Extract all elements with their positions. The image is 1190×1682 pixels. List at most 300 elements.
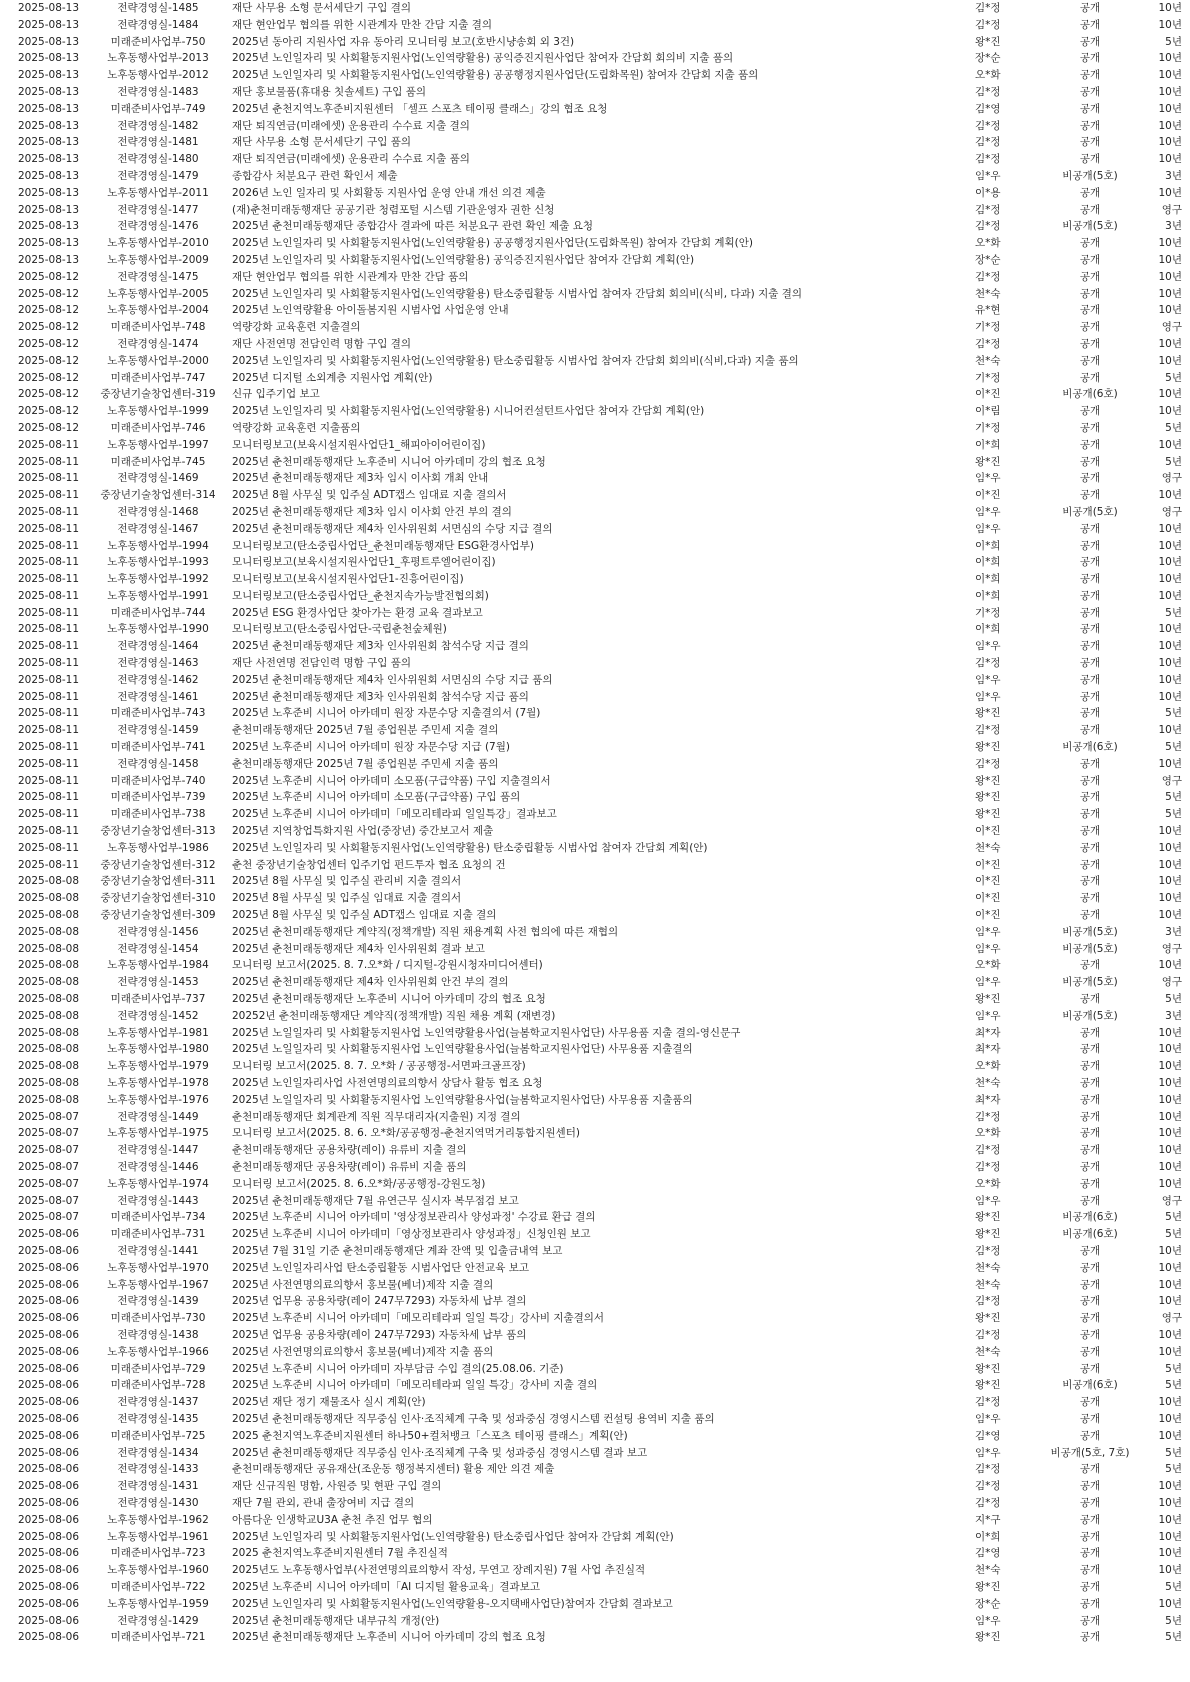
retention-cell: 10년 (1158, 119, 1182, 132)
table-row (0, 1008, 1190, 1025)
date-cell: 2025-08-06 (18, 1244, 80, 1257)
date-cell: 2025-08-13 (18, 18, 80, 31)
author-cell: 이*진 (975, 825, 1001, 838)
table-row (0, 302, 1190, 319)
title-cell: 2025년 춘천미래동행재단 제3차 임시 이사회 안건 부의 결의 (232, 505, 512, 518)
author-cell: 김*정 (975, 2, 1001, 14)
date-cell: 2025-08-11 (18, 505, 80, 518)
table-row (0, 0, 1190, 17)
date-cell: 2025-08-12 (18, 287, 80, 300)
table-row (0, 1193, 1190, 1210)
author-cell: 임*우 (975, 1614, 1001, 1627)
retention-cell: 10년 (1158, 270, 1182, 283)
doc-number-cell: 노후동행사업부-1975 (107, 1127, 209, 1140)
retention-cell: 10년 (1158, 1261, 1182, 1274)
doc-number-cell: 전략경영실-1463 (117, 657, 199, 670)
title-cell: 2025년 춘천미래동행재단 제3차 인사위원회 참석수당 지급 품의 (232, 690, 529, 703)
disclosure-cell: 공개 (1079, 119, 1101, 132)
disclosure-cell: 공개 (1079, 1244, 1101, 1257)
disclosure-cell: 공개 (1079, 1177, 1101, 1190)
doc-number-cell: 전략경영실-1461 (117, 690, 199, 703)
date-cell: 2025-08-06 (18, 1412, 80, 1425)
date-cell: 2025-08-11 (18, 774, 80, 787)
retention-cell: 10년 (1158, 253, 1182, 266)
doc-number-cell: 노후동행사업부-1978 (107, 1077, 209, 1089)
author-cell: 천*숙 (975, 1278, 1001, 1291)
retention-cell: 10년 (1158, 875, 1182, 888)
retention-cell: 영구 (1161, 976, 1182, 989)
title-cell: 재단 신규직원 명함, 사원증 및 현판 구입 결의 (232, 1480, 442, 1493)
doc-number-cell: 노후동행사업부-2004 (107, 304, 209, 317)
title-cell: 2025년 사전연명의료의향서 홍보물(베너)제작 지출 결의 (232, 1278, 494, 1291)
author-cell: 김*정 (975, 1295, 1001, 1308)
title-cell: 춘천미래동행재단 2025년 7월 종업원분 주민세 지출 결의 (232, 724, 499, 737)
table-row (0, 353, 1190, 370)
author-cell: 김*정 (975, 18, 1001, 31)
author-cell: 왕*진 (975, 1312, 1001, 1325)
doc-number-cell: 미래준비사업부-741 (110, 741, 206, 754)
table-row (0, 1529, 1190, 1546)
disclosure-cell: 공개 (1079, 1127, 1101, 1140)
disclosure-cell: 공개 (1079, 1110, 1101, 1123)
doc-number-cell: 중장년기술창업센터-314 (100, 489, 216, 502)
retention-cell: 10년 (1158, 1244, 1182, 1257)
doc-number-cell: 전략경영실-1468 (117, 505, 199, 518)
date-cell: 2025-08-06 (18, 1547, 80, 1560)
retention-cell: 5년 (1165, 371, 1182, 384)
retention-cell: 10년 (1158, 136, 1182, 149)
doc-number-cell: 노후동행사업부-1960 (107, 1564, 209, 1577)
doc-number-cell: 전략경영실-1454 (117, 942, 199, 955)
doc-number-cell: 노후동행사업부-1980 (107, 1043, 209, 1056)
author-cell: 이*희 (975, 556, 1001, 569)
retention-cell: 10년 (1158, 522, 1182, 535)
disclosure-cell: 공개 (1079, 35, 1101, 48)
retention-cell: 3년 (1165, 1009, 1182, 1022)
doc-number-cell: 미래준비사업부-737 (110, 993, 206, 1006)
title-cell: 2025년 노후준비 시니어 아카데미「메모리테라피 일일 특강」강사비 지출 결의 (232, 1379, 598, 1392)
doc-number-cell: 전략경영실-1434 (117, 1446, 199, 1459)
doc-number-cell: 미래준비사업부-734 (110, 1211, 206, 1224)
title-cell: 2025년 업무용 공용차량(레이 247무7293) 자동차세 납부 결의 (232, 1295, 527, 1308)
retention-cell: 5년 (1165, 1614, 1182, 1627)
table-row (0, 1411, 1190, 1428)
title-cell: 춘천미래동행재단 2025년 7월 종업원분 주민세 지출 품의 (232, 757, 499, 770)
disclosure-cell: 공개 (1079, 1093, 1101, 1106)
author-cell: 김*정 (975, 1396, 1001, 1409)
retention-cell: 5년 (1165, 741, 1182, 754)
date-cell: 2025-08-12 (18, 337, 80, 350)
title-cell: 2025년 노인일자리 및 사회활동지원사업(노인역량활용) 탄소중립사업단 참여자 간담회 계획(안) (232, 1530, 674, 1543)
disclosure-cell: 공개 (1079, 539, 1101, 552)
author-cell: 오*화 (975, 1060, 1001, 1073)
date-cell: 2025-08-07 (18, 1127, 80, 1140)
title-cell: 역량강화 교육훈련 지출품의 (232, 421, 361, 434)
title-cell: 2025년 춘천미래동행재단 직무중심 인사·조직체계 구축 및 성과중심 경영시스템 결과 보고 (232, 1446, 648, 1459)
doc-number-cell: 전략경영실-1456 (117, 925, 199, 938)
date-cell: 2025-08-07 (18, 1194, 80, 1207)
table-row (0, 974, 1190, 991)
title-cell: 2025년 노후준비 시니어 아카데미「영상정보관리사 양성과정」신청인원 보고 (232, 1228, 591, 1241)
author-cell: 오*화 (975, 69, 1001, 82)
doc-number-cell: 전략경영실-1483 (117, 85, 199, 98)
table-row (0, 1629, 1190, 1646)
doc-number-cell: 전략경영실-1485 (117, 2, 199, 14)
retention-cell: 5년 (1165, 993, 1182, 1006)
table-row (0, 84, 1190, 101)
disclosure-cell: 공개 (1079, 1160, 1101, 1173)
date-cell: 2025-08-11 (18, 808, 80, 821)
author-cell: 임*우 (975, 1412, 1001, 1425)
title-cell: (재)춘천미래동행재단 공공기관 청렴포털 시스템 기관운영자 권한 신청 (232, 203, 555, 216)
doc-number-cell: 전략경영실-1430 (117, 1496, 199, 1509)
doc-number-cell: 전략경영실-1477 (117, 203, 199, 216)
retention-cell: 10년 (1158, 1060, 1182, 1073)
doc-number-cell: 전략경영실-1475 (117, 270, 199, 283)
disclosure-cell: 공개 (1079, 1631, 1101, 1644)
disclosure-cell: 공개 (1079, 1077, 1101, 1089)
retention-cell: 5년 (1165, 1463, 1182, 1476)
doc-number-cell: 미래준비사업부-730 (110, 1312, 206, 1325)
author-cell: 임*우 (975, 1194, 1001, 1207)
title-cell: 2025년 8월 사무실 및 입주실 임대료 지출 결의서 (232, 892, 462, 905)
retention-cell: 10년 (1158, 858, 1182, 871)
date-cell: 2025-08-12 (18, 321, 80, 334)
disclosure-cell: 공개 (1079, 1530, 1101, 1543)
doc-number-cell: 전략경영실-1452 (117, 1009, 199, 1022)
date-cell: 2025-08-06 (18, 1328, 80, 1341)
title-cell: 모니터링보고(탄소중립사업단_춘천미래동행재단 ESG환경사업부) (232, 539, 534, 552)
author-cell: 김*정 (975, 1110, 1001, 1123)
date-cell: 2025-08-11 (18, 690, 80, 703)
date-cell: 2025-08-13 (18, 119, 80, 132)
disclosure-cell: 공개 (1079, 354, 1101, 367)
disclosure-cell: 비공개(5호) (1062, 925, 1118, 938)
doc-number-cell: 노후동행사업부-1959 (107, 1597, 209, 1610)
title-cell: 춘천미래동행재단 공용차량(레이) 유류비 지출 결의 (232, 1144, 467, 1157)
date-cell: 2025-08-06 (18, 1580, 80, 1593)
table-row (0, 789, 1190, 806)
date-cell: 2025-08-11 (18, 573, 80, 586)
disclosure-cell: 공개 (1079, 1362, 1101, 1375)
date-cell: 2025-08-11 (18, 707, 80, 720)
retention-cell: 10년 (1158, 1177, 1182, 1190)
doc-number-cell: 미래준비사업부-728 (110, 1379, 206, 1392)
doc-number-cell: 전략경영실-1469 (117, 472, 199, 485)
author-cell: 오*화 (975, 1127, 1001, 1140)
title-cell: 모니터링보고(보육시설지원사업단1_후평트루엘어린이집) (232, 556, 496, 569)
disclosure-cell: 공개 (1079, 1480, 1101, 1493)
doc-number-cell: 전략경영실-1484 (117, 18, 199, 31)
disclosure-cell: 공개 (1079, 808, 1101, 821)
author-cell: 김*정 (975, 203, 1001, 216)
retention-cell: 10년 (1158, 673, 1182, 686)
doc-number-cell: 전략경영실-1435 (117, 1412, 199, 1425)
title-cell: 2025년 노인일자리 및 사회활동지원사업(노인역량활용) 공공행정지원사업단(도립화목원) 참여자 간담회 계획(안) (232, 237, 753, 250)
table-row (0, 1041, 1190, 1058)
table-row (0, 269, 1190, 286)
retention-cell: 5년 (1165, 1228, 1182, 1241)
disclosure-cell: 공개 (1079, 287, 1101, 300)
date-cell: 2025-08-13 (18, 237, 80, 250)
disclosure-cell: 공개 (1079, 85, 1101, 98)
table-row (0, 873, 1190, 890)
doc-number-cell: 노후동행사업부-1976 (107, 1093, 209, 1106)
table-row (0, 1075, 1190, 1092)
author-cell: 장*순 (975, 1597, 1001, 1610)
date-cell: 2025-08-08 (18, 993, 80, 1006)
author-cell: 임*우 (975, 1446, 1001, 1459)
author-cell: 왕*진 (975, 1362, 1001, 1375)
author-cell: 왕*진 (975, 35, 1001, 48)
author-cell: 최*자 (975, 1043, 1001, 1056)
date-cell: 2025-08-11 (18, 489, 80, 502)
author-cell: 왕*진 (975, 1580, 1001, 1593)
table-row (0, 1562, 1190, 1579)
doc-number-cell: 노후동행사업부-1981 (107, 1026, 209, 1039)
doc-number-cell: 미래준비사업부-721 (110, 1631, 206, 1644)
disclosure-cell: 공개 (1079, 371, 1101, 384)
disclosure-cell: 공개 (1079, 589, 1101, 602)
retention-cell: 3년 (1165, 169, 1182, 182)
doc-number-cell: 미래준비사업부-750 (110, 35, 206, 48)
doc-number-cell: 노후동행사업부-2011 (107, 186, 209, 199)
doc-number-cell: 전략경영실-1443 (117, 1194, 199, 1207)
table-row (0, 134, 1190, 151)
doc-number-cell: 미래준비사업부-731 (110, 1228, 206, 1241)
author-cell: 임*우 (975, 942, 1001, 955)
author-cell: 오*화 (975, 959, 1001, 972)
disclosure-cell: 공개 (1079, 455, 1101, 468)
disclosure-cell: 비공개(6호) (1062, 741, 1118, 754)
author-cell: 김*정 (975, 757, 1001, 770)
date-cell: 2025-08-08 (18, 959, 80, 972)
date-cell: 2025-08-12 (18, 421, 80, 434)
title-cell: 2025년 8월 사무실 및 입주실 ADT캡스 임대료 지출 결의서 (232, 489, 507, 502)
table-row (0, 991, 1190, 1008)
date-cell: 2025-08-11 (18, 589, 80, 602)
date-cell: 2025-08-08 (18, 976, 80, 989)
title-cell: 아름다운 인생학교U3A 춘천 추진 업무 협의 (232, 1513, 433, 1526)
title-cell: 2025년 재단 정기 재물조사 실시 계획(안) (232, 1396, 426, 1409)
date-cell: 2025-08-12 (18, 304, 80, 317)
disclosure-cell: 공개 (1079, 707, 1101, 720)
doc-number-cell: 전략경영실-1462 (117, 673, 199, 686)
retention-cell: 10년 (1158, 1345, 1182, 1358)
date-cell: 2025-08-06 (18, 1631, 80, 1644)
author-cell: 천*숙 (975, 1345, 1001, 1358)
author-cell: 이*진 (975, 909, 1001, 922)
table-row (0, 655, 1190, 672)
title-cell: 2025년 노인일자리 및 사회활동지원사업(노인역량활용) 공공행정지원사업단(도립화목원) 참여자 간담회 지출 품의 (232, 69, 759, 82)
author-cell: 김*정 (975, 136, 1001, 149)
author-cell: 임*우 (975, 472, 1001, 485)
date-cell: 2025-08-06 (18, 1362, 80, 1375)
title-cell: 재단 홍보물품(휴대용 칫솔세트) 구입 품의 (232, 85, 426, 98)
author-cell: 임*우 (975, 169, 1001, 182)
doc-number-cell: 중장년기술창업센터-310 (100, 892, 216, 905)
author-cell: 김*정 (975, 337, 1001, 350)
date-cell: 2025-08-11 (18, 791, 80, 804)
author-cell: 김*정 (975, 85, 1001, 98)
retention-cell: 10년 (1158, 589, 1182, 602)
table-row (0, 1209, 1190, 1226)
retention-cell: 10년 (1158, 1093, 1182, 1106)
doc-number-cell: 전략경영실-1441 (117, 1244, 199, 1257)
disclosure-cell: 공개 (1079, 1194, 1101, 1207)
doc-number-cell: 노후동행사업부-1993 (107, 556, 209, 569)
author-cell: 천*숙 (975, 287, 1001, 300)
table-row (0, 252, 1190, 269)
author-cell: 이*희 (975, 573, 1001, 586)
doc-number-cell: 전략경영실-1449 (117, 1110, 199, 1123)
disclosure-cell: 공개 (1079, 69, 1101, 82)
table-row (0, 487, 1190, 504)
doc-number-cell: 전략경영실-1437 (117, 1396, 199, 1409)
disclosure-cell: 공개 (1079, 959, 1101, 972)
doc-number-cell: 중장년기술창업센터-313 (100, 825, 216, 838)
doc-number-cell: 노후동행사업부-1966 (107, 1345, 209, 1358)
date-cell: 2025-08-11 (18, 640, 80, 653)
disclosure-cell: 공개 (1079, 237, 1101, 250)
title-cell: 모니터링보고(탄소중립사업단-국립춘천숲체원) (232, 623, 447, 636)
doc-number-cell: 노후동행사업부-2010 (107, 237, 209, 250)
title-cell: 재단 사무용 소형 문서세단기 구입 품의 (232, 136, 411, 149)
retention-cell: 10년 (1158, 690, 1182, 703)
retention-cell: 10년 (1158, 287, 1182, 300)
table-row (0, 218, 1190, 235)
date-cell: 2025-08-11 (18, 623, 80, 636)
table-row (0, 1142, 1190, 1159)
date-cell: 2025-08-08 (18, 925, 80, 938)
retention-cell: 5년 (1165, 808, 1182, 821)
table-row (0, 386, 1190, 403)
date-cell: 2025-08-11 (18, 522, 80, 535)
retention-cell: 10년 (1158, 1480, 1182, 1493)
doc-number-cell: 노후동행사업부-2000 (107, 354, 209, 367)
author-cell: 임*우 (975, 690, 1001, 703)
author-cell: 임*우 (975, 1009, 1001, 1022)
title-cell: 2025 춘천지역노후준비지원센터 하나50+컬처뱅크「스포츠 테이핑 클래스」계획(안) (232, 1429, 628, 1442)
author-cell: 김*정 (975, 724, 1001, 737)
date-cell: 2025-08-06 (18, 1228, 80, 1241)
date-cell: 2025-08-06 (18, 1379, 80, 1392)
retention-cell: 영구 (1161, 942, 1182, 955)
disclosure-cell: 공개 (1079, 1614, 1101, 1627)
author-cell: 기*정 (975, 321, 1001, 334)
disclosure-cell: 공개 (1079, 2, 1101, 14)
doc-number-cell: 노후동행사업부-1974 (107, 1177, 209, 1190)
title-cell: 2025년 노인일자리 및 사회활동지원사업(노인역량활용) 시니어컨설턴트사업단 참여자 간담회 계획(안) (232, 405, 705, 418)
title-cell: 종합감사 처분요구 관련 확인서 제출 (232, 169, 398, 182)
title-cell: 재단 사전연명 전담인력 명함 구입 결의 (232, 337, 411, 350)
disclosure-cell: 비공개(6호) (1062, 388, 1118, 401)
retention-cell: 10년 (1158, 657, 1182, 670)
disclosure-cell: 공개 (1079, 1026, 1101, 1039)
disclosure-cell: 공개 (1079, 1144, 1101, 1157)
retention-cell: 5년 (1165, 455, 1182, 468)
title-cell: 2025년 춘천미래동행재단 노후준비 시니어 아카데미 강의 협조 요청 (232, 993, 546, 1006)
date-cell: 2025-08-13 (18, 2, 80, 14)
disclosure-cell: 공개 (1079, 640, 1101, 653)
title-cell: 재단 사무용 소형 문서세단기 구입 결의 (232, 2, 411, 14)
title-cell: 2025년 노후준비 시니어 아카데미「AI 디지털 활용교육」결과보고 (232, 1580, 540, 1593)
doc-number-cell: 전략경영실-1446 (117, 1160, 199, 1173)
table-row (0, 403, 1190, 420)
retention-cell: 10년 (1158, 388, 1182, 401)
retention-cell: 10년 (1158, 1396, 1182, 1409)
author-cell: 이*희 (975, 539, 1001, 552)
author-cell: 이*진 (975, 858, 1001, 871)
disclosure-cell: 공개 (1079, 253, 1101, 266)
table-row (0, 1545, 1190, 1562)
table-row (0, 1159, 1190, 1176)
title-cell: 2025년 춘천미래동행재단 내부규칙 개정(안) (232, 1614, 440, 1627)
table-row (0, 924, 1190, 941)
disclosure-cell: 공개 (1079, 606, 1101, 619)
table-row (0, 1277, 1190, 1294)
retention-cell: 10년 (1158, 304, 1182, 317)
retention-cell: 10년 (1158, 1597, 1182, 1610)
table-row (0, 1344, 1190, 1361)
author-cell: 왕*진 (975, 1631, 1001, 1644)
retention-cell: 10년 (1158, 237, 1182, 250)
disclosure-cell: 비공개(5호, 7호) (1050, 1446, 1130, 1459)
date-cell: 2025-08-12 (18, 388, 80, 401)
author-cell: 임*우 (975, 673, 1001, 686)
title-cell: 2025년 춘천미래동행재단 제3차 인사위원회 참석수당 지급 결의 (232, 640, 529, 653)
title-cell: 2025년 춘천미래동행재단 제4차 인사위원회 안건 부의 결의 (232, 976, 509, 989)
date-cell: 2025-08-11 (18, 841, 80, 854)
doc-number-cell: 중장년기술창업센터-312 (100, 858, 216, 871)
date-cell: 2025-08-07 (18, 1144, 80, 1157)
table-row (0, 1445, 1190, 1462)
retention-cell: 10년 (1158, 69, 1182, 82)
retention-cell: 10년 (1158, 640, 1182, 653)
table-row (0, 806, 1190, 823)
table-row (0, 739, 1190, 756)
doc-number-cell: 미래준비사업부-729 (110, 1362, 206, 1375)
table-row (0, 571, 1190, 588)
date-cell: 2025-08-12 (18, 405, 80, 418)
disclosure-cell: 공개 (1079, 673, 1101, 686)
date-cell: 2025-08-11 (18, 724, 80, 737)
disclosure-cell: 공개 (1079, 1396, 1101, 1409)
doc-number-cell: 미래준비사업부-725 (110, 1429, 206, 1442)
table-row (0, 67, 1190, 84)
author-cell: 이*진 (975, 489, 1001, 502)
doc-number-cell: 미래준비사업부-746 (110, 421, 206, 434)
date-cell: 2025-08-06 (18, 1496, 80, 1509)
retention-cell: 3년 (1165, 220, 1182, 233)
title-cell: 2025년 노후준비 시니어 아카데미 '영상정보관리사 양성과정' 수강료 환급 결의 (232, 1211, 596, 1224)
date-cell: 2025-08-06 (18, 1261, 80, 1274)
disclosure-cell: 공개 (1079, 270, 1101, 283)
title-cell: 2025년 노일일자리 및 사회활동지원사업 노인역량활용사업(늘봄학교지원사업단) 사무용품 지출품의 (232, 1093, 693, 1106)
table-row (0, 773, 1190, 790)
table-row (0, 554, 1190, 571)
doc-number-cell: 전략경영실-1467 (117, 522, 199, 535)
disclosure-cell: 공개 (1079, 1429, 1101, 1442)
date-cell: 2025-08-08 (18, 1060, 80, 1073)
retention-cell: 10년 (1158, 1110, 1182, 1123)
title-cell: 모니터링 보고서(2025. 8. 6. 오*화/공공행정-춘천지역먹거리통합지원센터) (232, 1127, 580, 1140)
table-row (0, 1310, 1190, 1327)
date-cell: 2025-08-13 (18, 153, 80, 166)
title-cell: 2025년 노후준비 시니어 아카데미「메모리테라피 일일특강」결과보고 (232, 808, 557, 821)
retention-cell: 10년 (1158, 489, 1182, 502)
date-cell: 2025-08-06 (18, 1312, 80, 1325)
